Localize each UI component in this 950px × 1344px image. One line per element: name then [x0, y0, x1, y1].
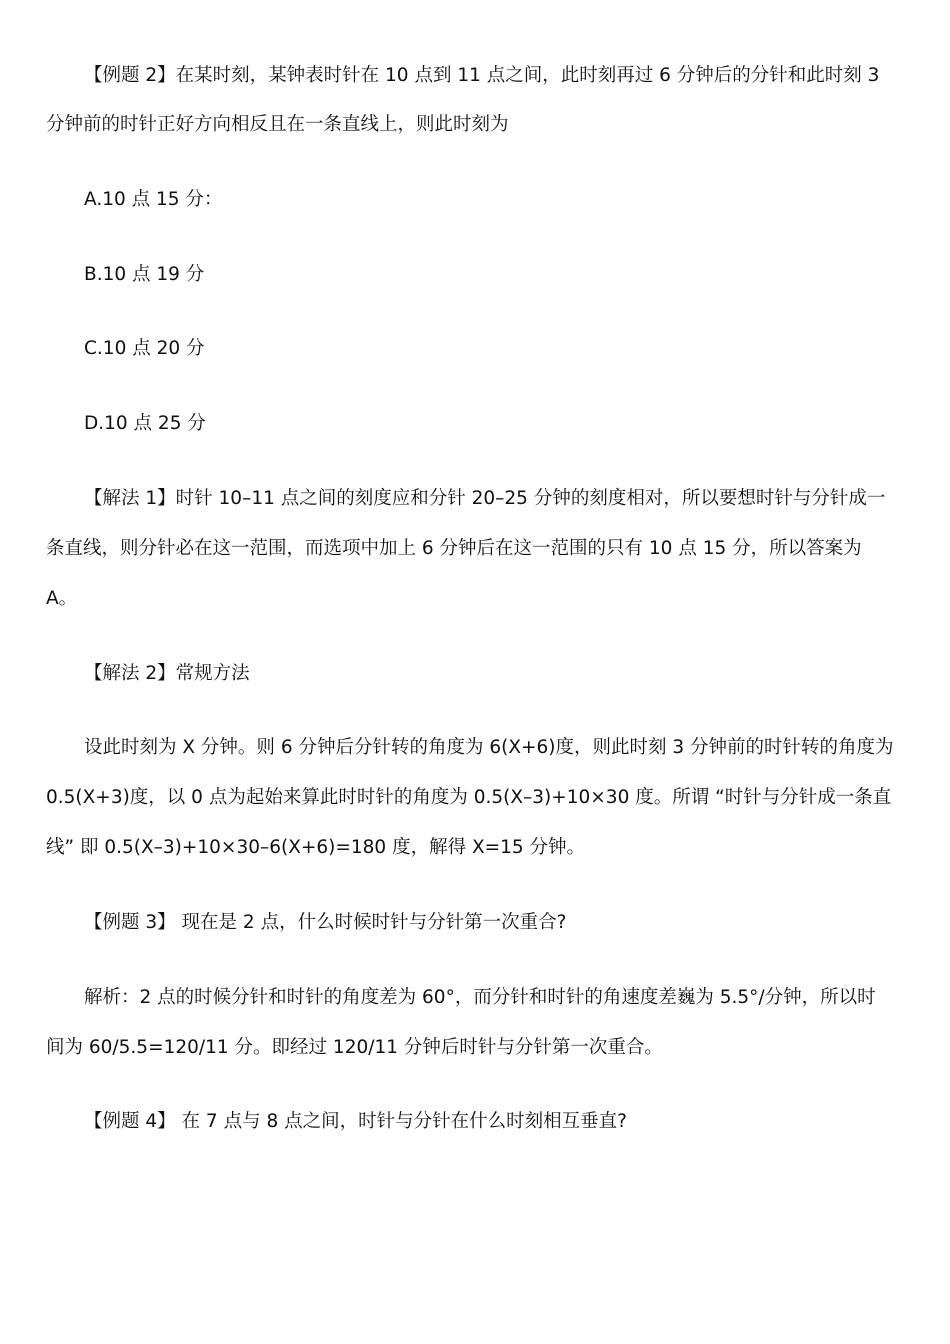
example-4-question: 【例题 4】 在 7 点与 8 点之间，时针与分针在什么时刻相互垂直?	[84, 1111, 627, 1132]
example-3-analysis-line-2: 间为 60/5.5=120/11 分。即经过 120/11 分钟后时针与分针第一次重合。	[46, 1037, 663, 1058]
solution-1-line-1: 【解法 1】时针 10–11 点之间的刻度应和分针 20–25 分钟的刻度相对，所以要想时针与分针成一	[84, 488, 886, 509]
option-a: A.10 点 15 分：	[84, 189, 223, 210]
option-b: B.10 点 19 分	[84, 264, 205, 285]
solution-1-line-3: A。	[46, 588, 78, 609]
example-3-question: 【例题 3】 现在是 2 点，什么时候时针与分针第一次重合?	[84, 912, 567, 933]
example-3-analysis-line-1: 解析：2 点的时候分针和时针的角度差为 60°，而分针和时针的角速度差巍为 5.5°/分钟，所以时	[84, 987, 876, 1008]
solution-2-line-1: 设此时刻为 X 分钟。则 6 分钟后分针转的角度为 6(X+6)度，则此时刻 3 分钟前的时针转的角度为	[84, 737, 894, 758]
example-2-question-line-2: 分钟前的时针正好方向相反且在一条直线上，则此时刻为	[46, 114, 509, 135]
option-c: C.10 点 20 分	[84, 338, 205, 359]
solution-1-line-2: 条直线，则分针必在这一范围，而选项中加上 6 分钟后在这一范围的只有 10 点 15 分，所以答案为	[46, 538, 862, 559]
option-d: D.10 点 25 分	[84, 413, 206, 434]
solution-2-line-2: 0.5(X+3)度，以 0 点为起始来算此时时针的角度为 0.5(X–3)+10×30 度。所谓 “时针与分针成一条直	[46, 787, 892, 808]
example-2-question-line-1: 【例题 2】在某时刻，某钟表时针在 10 点到 11 点之间，此时刻再过 6 分钟后的分针和此时刻 3	[84, 65, 880, 86]
solution-2-heading: 【解法 2】常规方法	[84, 663, 250, 684]
solution-2-line-3: 线” 即 0.5(X–3)+10×30–6(X+6)=180 度，解得 X=15 分钟。	[46, 837, 586, 858]
